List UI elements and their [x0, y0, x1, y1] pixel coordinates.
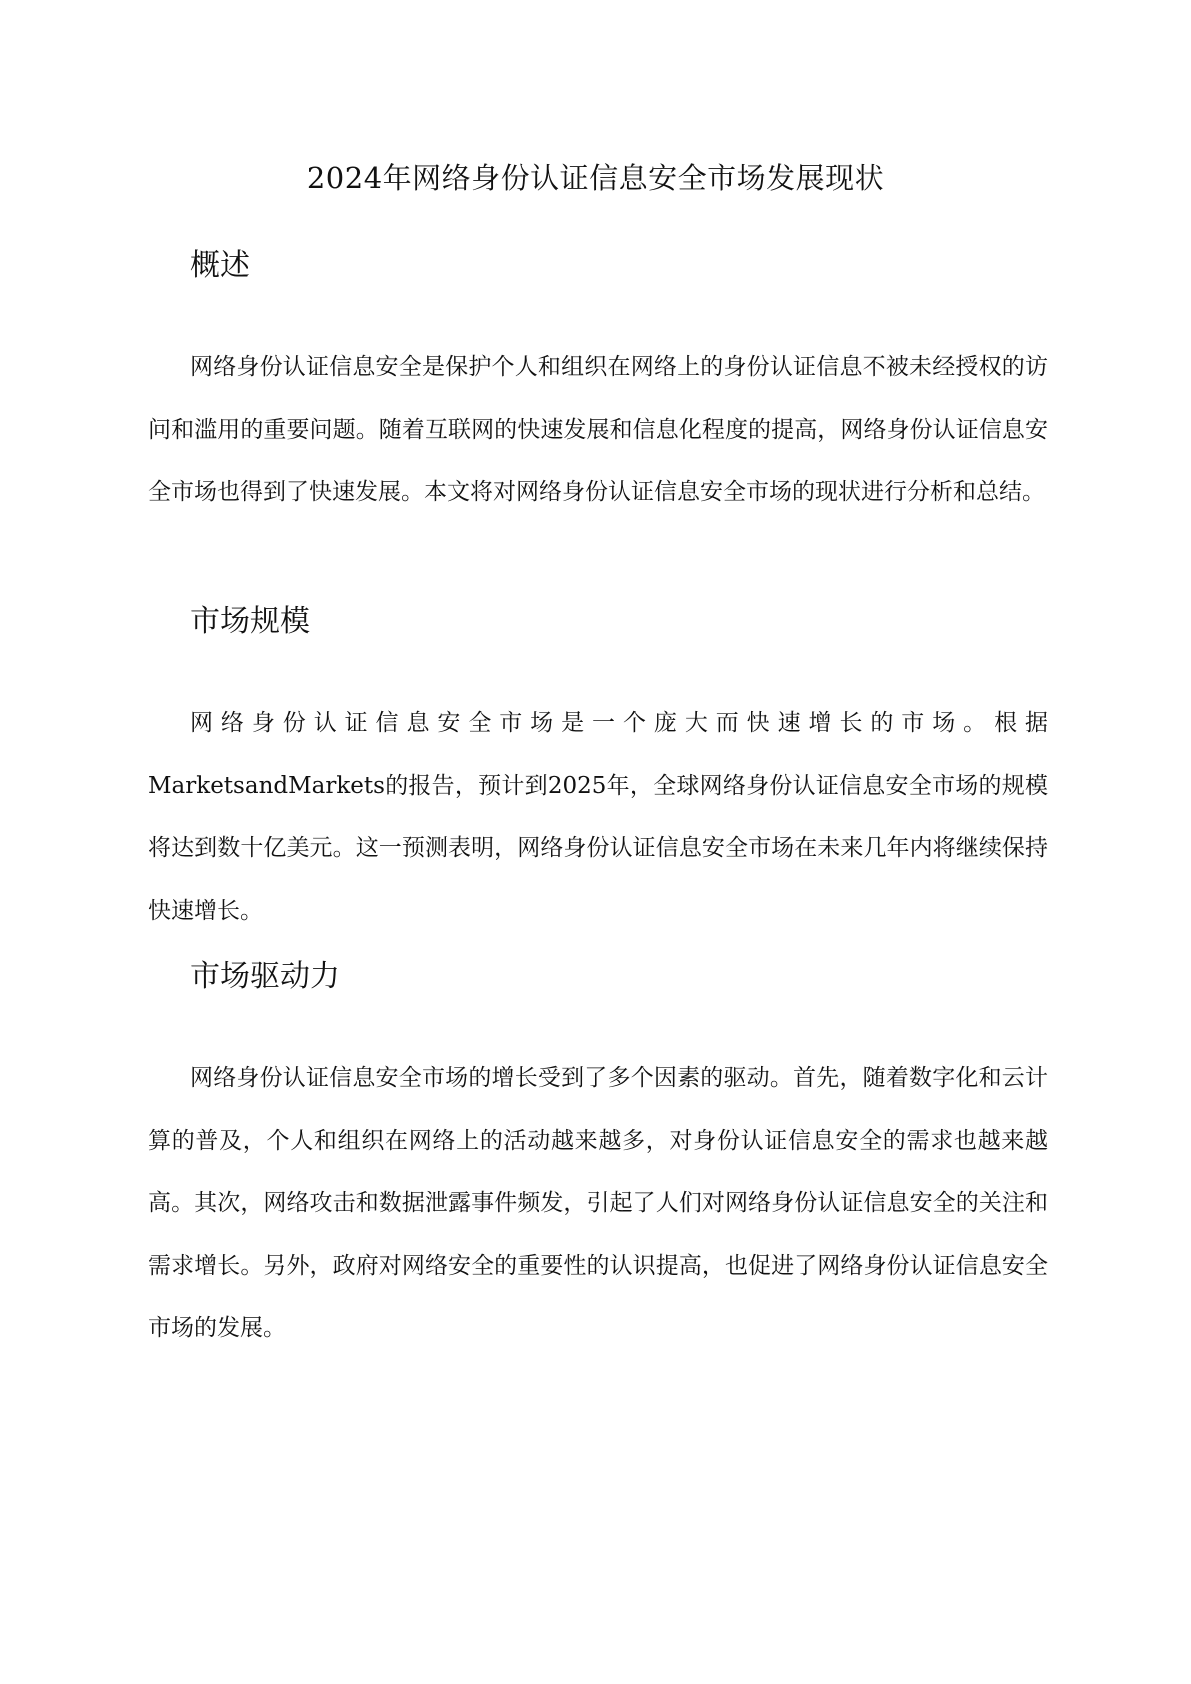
section-heading-market-drivers: 市场驱动力: [190, 959, 340, 994]
section-paragraph-market-size: 网络身份认证信息安全市场是一个庞大而快速增长的市场。根据MarketsandMarkets的报告，预计到2025年，全球网络身份认证信息安全市场的规模将达到数十亿美元。这一预测表明，网络身份认证信息安全市场在未来几年内将继续保持快速增长。: [148, 710, 1048, 924]
section-paragraph-overview: 网络身份认证信息安全是保护个人和组织在网络上的身份认证信息不被未经授权的访问和滥用的重要问题。随着互联网的快速发展和信息化程度的提高，网络身份认证信息安全市场也得到了快速发展。本文将对网络身份认证信息安全市场的现状进行分析和总结。: [148, 354, 1048, 505]
document-title: 2024年网络身份认证信息安全市场发展现状: [306, 161, 885, 195]
section-heading-overview: 概述: [190, 248, 250, 283]
section-heading-market-size: 市场规模: [190, 604, 310, 639]
section-paragraph-market-drivers: 网络身份认证信息安全市场的增长受到了多个因素的驱动。首先，随着数字化和云计算的普及，个人和组织在网络上的活动越来越多，对身份认证信息安全的需求也越来越高。其次，网络攻击和数据泄露事件频发，引起了人们对网络身份认证信息安全的关注和需求增长。另外，政府对网络安全的重要性的认识提高，也促进了网络身份认证信息安全市场的发展。: [148, 1065, 1048, 1341]
